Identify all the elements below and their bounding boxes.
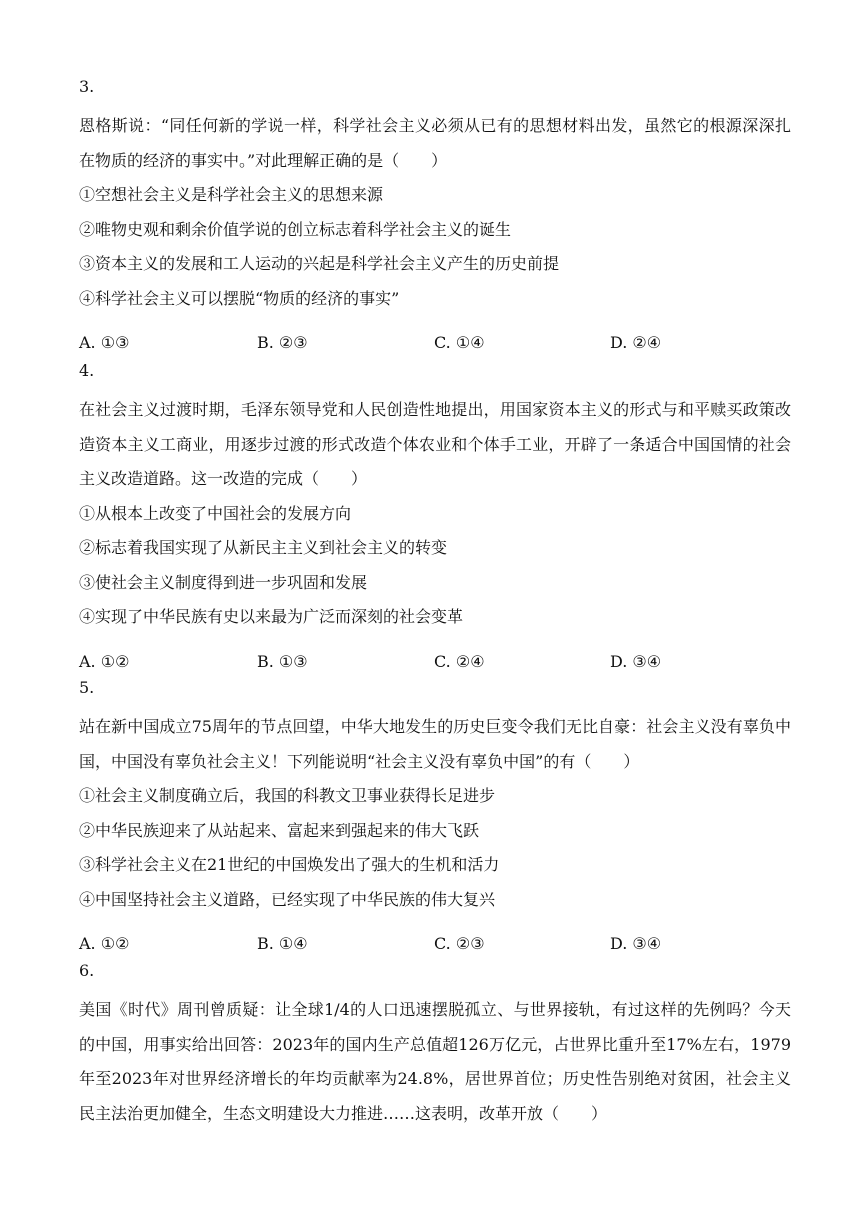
choice-c[interactable]: C. ②④ (434, 651, 485, 671)
statement-1: ①从根本上改变了中国社会的发展方向 (79, 503, 352, 523)
statement-1: ①社会主义制度确立后，我国的科教文卫事业获得长足进步 (79, 786, 496, 805)
statement-2: ②中华民族迎来了从站起来、富起来到强起来的伟大飞跃 (79, 820, 480, 840)
statement-3: ③科学社会主义在21世纪的中国焕发出了强大的生机和活力 (79, 855, 500, 874)
choice-d[interactable]: D. ③④ (610, 934, 662, 953)
question-4 (79, 361, 791, 679)
answer-choices (79, 326, 791, 360)
answer-choices (79, 927, 791, 961)
statement-2: ②标志着我国实现了从新民主主义到社会主义的转变 (79, 538, 448, 557)
question-stem: 站在新中国成立75周年的节点回望，中华大地发生的历史巨变令我们无比自豪：社会主义没有辜负中国，中国没有辜负社会主义！下列能说明“社会主义没有辜负中国”的有（ ） (79, 717, 791, 771)
choice-b[interactable]: B. ①③ (257, 651, 308, 671)
question-stem: 恩格斯说：“同任何新的学说一样，科学社会主义必须从已有的思想材料出发，虽然它的根源深深扎在物质的经济的事实中。”对此理解正确的是（ ） (79, 116, 791, 170)
choice-a[interactable]: A. ①③ (79, 333, 130, 352)
choice-d[interactable]: D. ②④ (610, 333, 662, 352)
question-stem: 美国《时代》周刊曾质疑：让全球1/4的人口迅速摆脱孤立、与世界接轨，有过这样的先例吗？今天的中国，用事实给出回答：2023年的国内生产总值超126万亿元，占世界比重升至17%左右，1979年至2023年对世界经济增长的年均贡献率为24.8%，居世界首位；历史性告别绝对贫困，社会主义民主法治更加健全，生态文明建设大力推进……这表明，改革开放（ ） (79, 1000, 791, 1123)
question-number: 5. (79, 678, 95, 697)
choice-c[interactable]: C. ①④ (434, 333, 485, 352)
question-6 (79, 961, 791, 1131)
statement-3: ③使社会主义制度得到进一步巩固和发展 (79, 572, 368, 592)
statement-4: ④实现了中华民族有史以来最为广泛而深刻的社会变革 (79, 607, 464, 626)
statement-2: ②唯物史观和剩余价值学说的创立标志着科学社会主义的诞生 (79, 219, 512, 239)
answer-choices (79, 645, 791, 679)
choice-a[interactable]: A. ①② (79, 934, 130, 953)
question-stem: 在社会主义过渡时期，毛泽东领导党和人民创造性地提出，用国家资本主义的形式与和平赎买政策改造资本主义工商业，用逐步过渡的形式改造个体农业和个体手工业，开辟了一条适合中国国情的社会主义改造道路。这一改造的完成（ ） (79, 400, 791, 488)
question-number: 3. (79, 77, 95, 96)
choice-a[interactable]: A. ①② (79, 651, 130, 671)
statement-3: ③资本主义的发展和工人运动的兴起是科学社会主义产生的历史前提 (79, 254, 560, 273)
statement-4: ④科学社会主义可以摆脱“物质的经济的事实” (79, 288, 400, 308)
choice-b[interactable]: B. ②③ (257, 333, 308, 352)
choice-b[interactable]: B. ①④ (257, 934, 308, 953)
question-number: 6. (79, 961, 95, 980)
statement-1: ①空想社会主义是科学社会主义的思想来源 (79, 185, 384, 204)
question-3 (79, 77, 791, 360)
choice-c[interactable]: C. ②③ (434, 934, 485, 953)
choice-d[interactable]: D. ③④ (610, 651, 662, 671)
statement-4: ④中国坚持社会主义道路，已经实现了中华民族的伟大复兴 (79, 889, 496, 909)
question-5 (79, 678, 791, 961)
question-number: 4. (79, 361, 95, 380)
